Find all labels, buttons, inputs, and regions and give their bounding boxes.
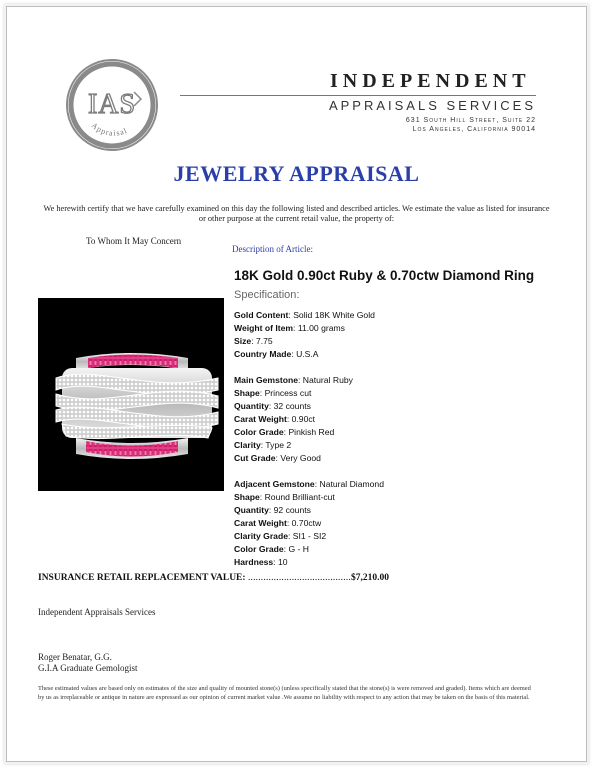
insurance-label: INSURANCE RETAIL REPLACEMENT VALUE: — [38, 573, 246, 583]
spec-key: Cut Grade — [234, 453, 276, 463]
spec-row: Clarity Grade: SI1 - SI2 — [234, 531, 327, 541]
item-title: 18K Gold 0.90ct Ruby & 0.70ctw Diamond Ring — [234, 268, 535, 283]
spec-key: Gold Content — [234, 310, 289, 320]
spec-value: Solid 18K White Gold — [293, 310, 375, 320]
header-divider — [180, 95, 536, 96]
spec-key: Carat Weight — [234, 518, 287, 528]
spec-key: Shape — [234, 492, 260, 502]
spec-value: U.S.A — [296, 349, 319, 359]
spec-row: Hardness: 10 — [234, 557, 288, 567]
adjacent-gemstone-specs — [234, 478, 384, 569]
spec-value: 11.00 grams — [297, 323, 345, 333]
disclaimer-text: These estimated values are based only on estimates of the size and quality of mounted stone(s) (unless specifically stated that the stone(s) is were removed and graded). Items which are deemed by us as irreplaceable or antique in nature are expressed as our opinion of current market value .We assume no liability with respect to any action that may be taken on the basis of this material. — [38, 685, 531, 701]
insurance-amount: $7,210.00 — [350, 573, 389, 583]
spec-value: Pinkish Red — [288, 427, 335, 437]
spec-key: Adjacent Gemstone — [234, 479, 315, 489]
spec-value: Princess cut — [264, 388, 312, 398]
spec-value: SI1 - SI2 — [292, 531, 327, 541]
recipient: To Whom It May Concern — [86, 236, 182, 246]
spec-key: Clarity — [234, 440, 261, 450]
company-address-line2: Los Angeles, California 90014 — [412, 126, 536, 133]
spec-row: Country Made: U.S.A — [234, 349, 319, 359]
spec-value: 0.90ct — [291, 414, 316, 424]
company-subtitle: APPRAISALS SERVICES — [328, 98, 536, 113]
insurance-value-line — [38, 573, 389, 583]
spec-key: Size — [234, 336, 252, 346]
spec-row: Color Grade: G - H — [234, 544, 309, 554]
insurance-dots: ........................................ — [247, 573, 351, 583]
signature-company: Independent Appraisals Services — [38, 607, 156, 617]
spec-key: Main Gemstone — [234, 375, 298, 385]
ias-logo — [64, 57, 160, 153]
spec-value: Natural Diamond — [319, 479, 384, 489]
spec-key: Color Grade — [234, 544, 284, 554]
spec-row: Weight of Item: 11.00 grams — [234, 323, 345, 333]
spec-row: Carat Weight: 0.90ct — [234, 414, 316, 424]
logo-text: IAS — [87, 89, 137, 120]
description-label: Description of Article: — [232, 244, 313, 254]
general-specs — [234, 309, 384, 361]
spec-value: G - H — [288, 544, 309, 554]
spec-row: Color Grade: Pinkish Red — [234, 427, 335, 437]
spec-value: Natural Ruby — [302, 375, 353, 385]
signature-title: G.I.A Graduate Gemologist — [38, 663, 138, 673]
spec-row: Quantity: 32 counts — [234, 401, 311, 411]
spec-row: Shape: Princess cut — [234, 388, 312, 398]
spec-key: Quantity — [234, 505, 269, 515]
spec-value: 7.75 — [255, 336, 273, 346]
spec-key: Shape — [234, 388, 260, 398]
spec-row: Carat Weight: 0.70ctw — [234, 518, 322, 528]
spec-key: Country Made — [234, 349, 292, 359]
logo-subtext: Appraisal — [89, 120, 129, 138]
spec-row: Cut Grade: Very Good — [234, 453, 321, 463]
certification-text: We herewith certify that we have carefully examined on this day the following listed and described articles. We estimate the value as listed for insurance or other purpose at the current retail value, the property of: — [43, 204, 550, 223]
spec-row: Shape: Round Brilliant-cut — [234, 492, 335, 502]
spec-key: Quantity — [234, 401, 269, 411]
spec-value: Very Good — [280, 453, 321, 463]
document-title: JEWELRY APPRAISAL — [173, 161, 420, 186]
spec-value: 92 counts — [273, 505, 311, 515]
company-address-line1: 631 South Hill Street, Suite 22 — [405, 117, 536, 124]
spec-value: Round Brilliant-cut — [264, 492, 335, 502]
spec-key: Color Grade — [234, 427, 284, 437]
spec-row: Main Gemstone: Natural Ruby — [234, 375, 353, 385]
spec-value: 0.70ctw — [291, 518, 322, 528]
spec-row: Gold Content: Solid 18K White Gold — [234, 310, 375, 320]
spec-row: Quantity: 92 counts — [234, 505, 311, 515]
main-gemstone-specs — [234, 374, 384, 465]
spec-key: Weight of Item — [234, 323, 294, 333]
signature-name: Roger Benatar, G.G. — [38, 652, 112, 662]
spec-row: Adjacent Gemstone: Natural Diamond — [234, 479, 384, 489]
specifications — [234, 309, 384, 582]
spec-row: Clarity: Type 2 — [234, 440, 292, 450]
spec-key: Carat Weight — [234, 414, 287, 424]
specification-label: Specification: — [234, 289, 300, 301]
spec-value: 10 — [277, 557, 288, 567]
ring-photo — [38, 298, 224, 491]
spec-key: Hardness — [234, 557, 274, 567]
spec-value: Type 2 — [265, 440, 292, 450]
spec-key: Clarity Grade — [234, 531, 288, 541]
spec-row: Size: 7.75 — [234, 336, 273, 346]
spec-value: 32 counts — [273, 401, 311, 411]
company-name: INDEPENDENT — [330, 70, 531, 92]
